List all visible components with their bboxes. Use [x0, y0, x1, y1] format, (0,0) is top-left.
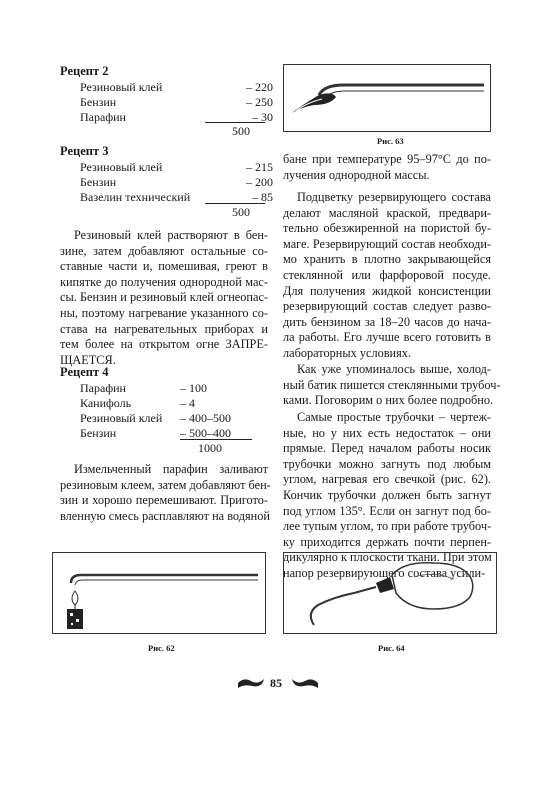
ingredient-name: Бензин [80, 95, 117, 109]
recipe-4-title: Рецепт 4 [60, 365, 109, 379]
tube-over-candle-icon [53, 553, 265, 633]
ingredient-amount: – 85 [252, 190, 273, 204]
paragraph: Резиновый клей растворяют в бен- зине, затем добавляют остальные со- ставные части и, помешивая, греют в кипятке до получения однородной мас- сы. Бензин и резиновый клей огнеопас- ны, поэтому нагревание указанного со- става на нагревательных приборах и тем более на открытом огне ЗАПРЕ- ЩАЕТСЯ. [60, 228, 268, 367]
figure-63 [283, 64, 491, 132]
ingredient-name: Резиновый клей [80, 160, 163, 174]
sum-rule [180, 439, 252, 440]
right-ornament [290, 676, 320, 695]
figure-64 [283, 552, 497, 634]
sum-rule [205, 122, 265, 123]
paragraph: Подцветку резервирующего состава делают масляной краской, предвари- тельно обезжиренной на пористой бу- маге. Резервирующий состав необходи- мо хранить в плотно закрывающейся стеклянной или фарфоровой посуде. Для получения жидкой консистенции резервирующий состав следует разво- дить бензином за 18–20 часов до нача- ла работы. Его лучше всего готовить в лабораторных условиях. [283, 190, 491, 360]
left-ornament [236, 676, 266, 695]
ingredient-name: Парафин [80, 381, 126, 395]
ingredient-name: Бензин [80, 426, 117, 440]
paragraph: Измельченный парафин заливают резиновым клеем, затем добавляют бен- зин и хорошо перемешивают. Пригото- вленную смесь расплавляют на водяной [60, 462, 271, 523]
page-number: 85 [270, 676, 282, 690]
ingredient-name: Резиновый клей [80, 411, 163, 425]
figure-62-caption: Рис. 62 [148, 643, 175, 653]
paragraph: Как уже упоминалось выше, холод- ный батик пишется стеклянными трубоч- ками. Поговорим о них более подробно. [283, 362, 501, 408]
ingredient-amount: – 400–500 [180, 411, 231, 425]
recipe-total: 1000 [198, 441, 222, 455]
paragraph: Самые простые трубочки – чертеж- ные, но у них есть недостаток – они прямые. Перед началом работы носик трубочки можно загнуть под любым углом, нагревая его свечкой (рис. 62). Кончик трубочки должен быть загнут под углом 135°. Если он загнут под бо- лее тупым углом, то при работе трубоч- ку приходится держать почти перпен- дикулярно к плоскости ткани. При этом напор резервирующего состава усили- [283, 410, 492, 580]
ornament-icon [290, 676, 320, 690]
figure-63-caption: Рис. 63 [377, 136, 404, 146]
figure-64-caption: Рис. 64 [378, 643, 405, 653]
sum-rule [205, 203, 265, 204]
ingredient-amount: – 30 [252, 110, 273, 124]
ingredient-name: Канифоль [80, 396, 132, 410]
ingredient-name: Парафин [80, 110, 126, 124]
ingredient-amount: – 500–400 [180, 426, 231, 440]
squeeze-bulb-tube-icon [284, 553, 496, 633]
ingredient-amount: – 220 [246, 80, 273, 94]
ingredient-amount: – 100 [180, 381, 207, 395]
recipe-total: 500 [232, 124, 250, 138]
recipe-3-title: Рецепт 3 [60, 144, 109, 158]
ingredient-amount: – 4 [180, 396, 195, 410]
ingredient-amount: – 215 [246, 160, 273, 174]
ingredient-name: Вазелин технический [80, 190, 191, 204]
glass-tube-bent-icon [284, 65, 490, 131]
ingredient-name: Бензин [80, 175, 117, 189]
figure-62 [52, 552, 266, 634]
ingredient-amount: – 250 [246, 95, 273, 109]
recipe-2-title: Рецепт 2 [60, 64, 109, 78]
paragraph: бане при температуре 95–97°С до по- лучения однородной массы. [283, 152, 491, 182]
recipe-total: 500 [232, 205, 250, 219]
ingredient-amount: – 200 [246, 175, 273, 189]
ornament-icon [236, 676, 266, 690]
ingredient-name: Резиновый клей [80, 80, 163, 94]
